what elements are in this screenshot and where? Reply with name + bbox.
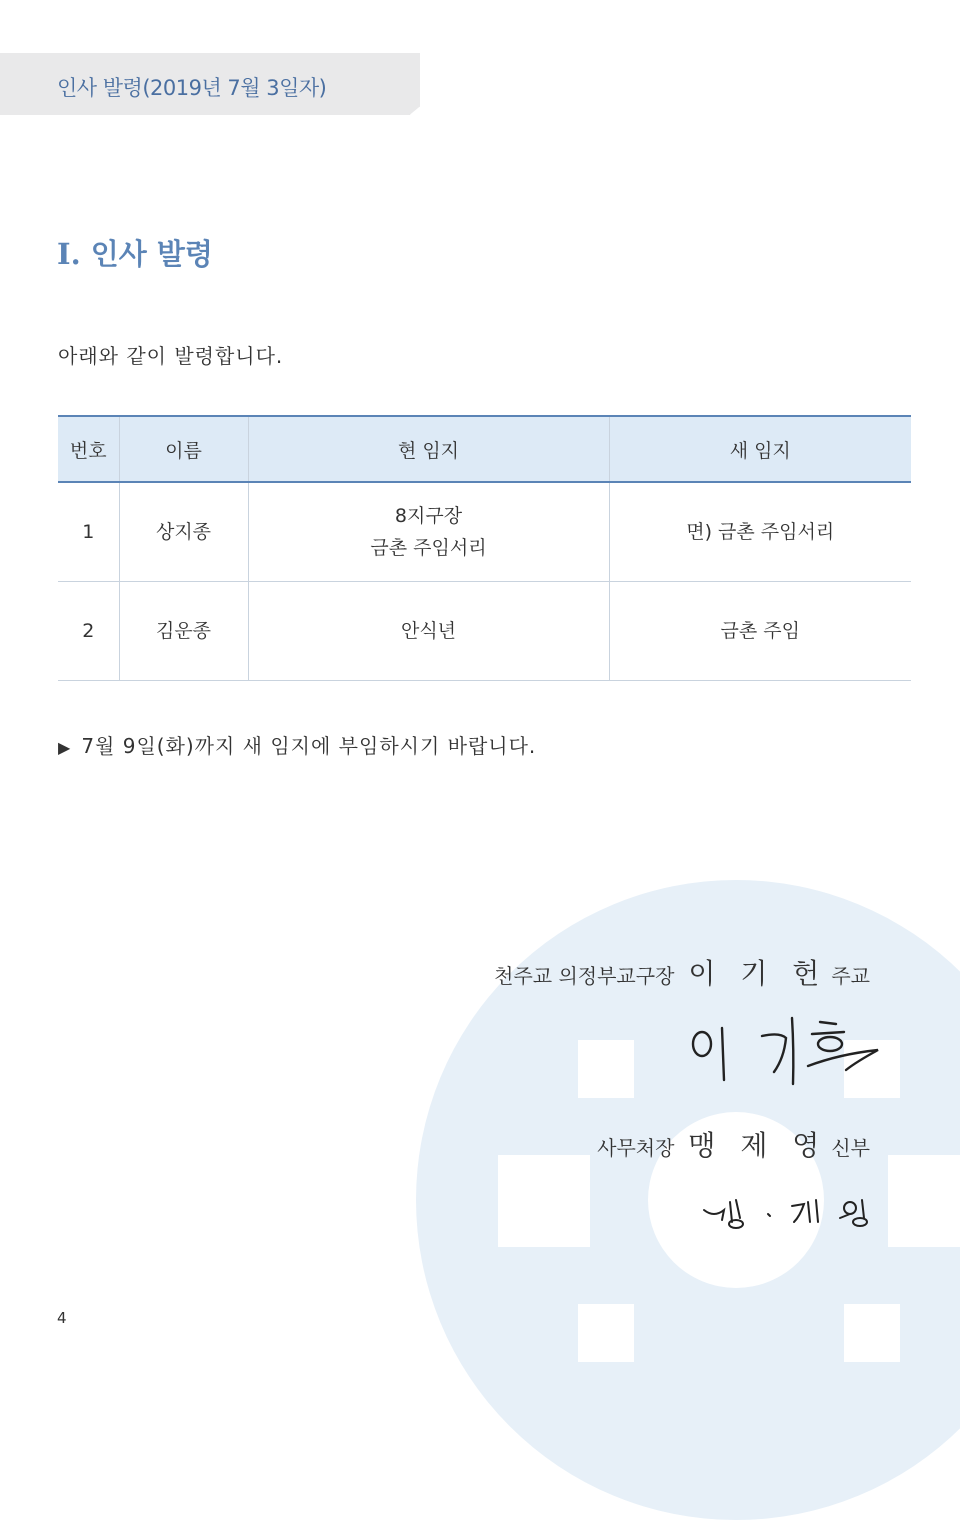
intro-text: 아래와 같이 발령합니다. xyxy=(58,344,284,368)
deadline-notice xyxy=(58,730,536,759)
current-post-line: 금촌 주임서리 xyxy=(370,537,487,559)
cell-new-post: 면) 금촌 주임서리 xyxy=(609,482,911,582)
bishop-title: 천주교 의정부교구장 xyxy=(494,964,675,988)
cell-new-post: 금촌 주임 xyxy=(609,582,911,681)
header-title: 인사 발령(2019년 7월 3일자) xyxy=(57,76,327,100)
secretary-handwritten-signature xyxy=(700,1192,875,1232)
cell-current-post xyxy=(248,582,609,681)
secretary-suffix: 신부 xyxy=(831,1136,870,1160)
secretary-title: 사무처장 xyxy=(597,1136,675,1160)
col-header-name: 이름 xyxy=(119,416,248,482)
col-header-number: 번호 xyxy=(58,416,119,482)
table-row xyxy=(58,482,911,582)
appointment-table xyxy=(58,415,911,681)
current-post-line: 8지구장 xyxy=(394,505,463,527)
triangle-bullet-icon: ▶ xyxy=(58,738,72,757)
secretary-signature-line xyxy=(597,1124,870,1164)
cell-number: 1 xyxy=(58,482,119,582)
cell-current-post xyxy=(248,482,609,582)
table-header-row xyxy=(58,416,911,482)
table-row xyxy=(58,582,911,681)
secretary-name: 맹 제 영 xyxy=(688,1129,828,1162)
current-post-line: 안식년 xyxy=(400,620,457,642)
notice-text: 7월 9일(화)까지 새 임지에 부임하시기 바랍니다. xyxy=(81,734,537,758)
bishop-suffix: 주교 xyxy=(831,964,870,988)
col-header-new-post: 새 임지 xyxy=(609,416,911,482)
col-header-current-post: 현 임지 xyxy=(248,416,609,482)
cell-name: 상지종 xyxy=(119,482,248,582)
page-number: 4 xyxy=(57,1309,67,1327)
bishop-name: 이 기 헌 xyxy=(688,957,828,990)
cell-number: 2 xyxy=(58,582,119,681)
cell-name: 김운종 xyxy=(119,582,248,681)
bishop-signature-line xyxy=(494,952,870,992)
bishop-handwritten-signature xyxy=(680,1010,890,1090)
section-heading: I. 인사 발령 xyxy=(57,237,213,271)
